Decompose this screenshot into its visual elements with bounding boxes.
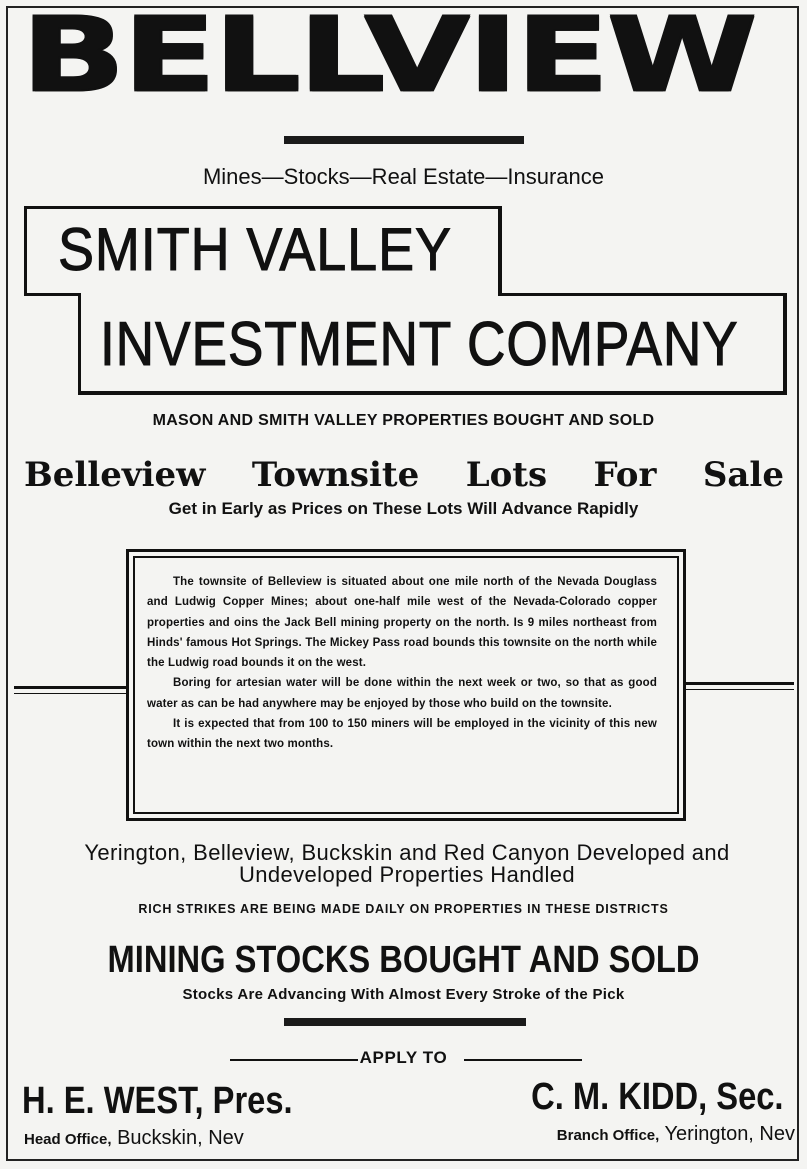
districts-line: Yerington, Belleview, Buckskin and Red Canyon Developed and (84, 840, 730, 865)
contact-name-left: H. E. WEST, Pres. (22, 1080, 293, 1122)
description-box (126, 549, 686, 821)
side-rule-left (14, 686, 128, 689)
description-text (147, 572, 657, 755)
tagline: MASON AND SMITH VALLEY PROPERTIES BOUGHT AND SOLD (152, 412, 655, 429)
firm-name-line2: INVESTMENT COMPANY (100, 310, 739, 379)
office-place: Yerington, Nev (664, 1123, 795, 1145)
firm-name-line1: SMITH VALLEY (58, 216, 452, 283)
side-rule-left-thin (14, 693, 128, 694)
advancing-line: Stocks Are Advancing With Almost Every Stroke of the Pick (182, 986, 625, 1003)
rich-strikes-line: RICH STRIKES ARE BEING MADE DAILY ON PROPERTIES IN THESE DISTRICTS (138, 902, 669, 916)
contact-name-right: C. M. KIDD, Sec. (530, 1076, 783, 1118)
office-place: Buckskin, Nev (117, 1127, 244, 1149)
districts-text (22, 842, 792, 886)
townsite-word: Lots (465, 455, 548, 495)
townsite-word: Townsite (251, 455, 420, 495)
bottom-rule (284, 1018, 526, 1026)
townsite-word: For (593, 455, 657, 495)
top-rule (284, 136, 524, 144)
firm-frame-bottom (78, 391, 787, 395)
townsite-headline (24, 452, 784, 498)
office-label: Head Office, (24, 1131, 112, 1148)
side-rule-right (684, 682, 794, 685)
firm-frame-top-right (499, 293, 786, 296)
office-label: Branch Office, (556, 1127, 660, 1144)
firm-frame-left (78, 293, 81, 394)
description-paragraph: It is expected that from 100 to 150 miners will be employed in the vicinity of this new town within the next two months. (147, 718, 657, 751)
firm-frame-step (24, 293, 81, 296)
office-left (24, 1124, 244, 1154)
description-paragraph: The townsite of Belleview is situated about one mile north of the Nevada Douglass and Ludwig Copper Mines; about one-half mile west of the Nevada-Colorado copper properties and oins the Jack Bell mining property on the north. Is 9 miles northeast from Hinds' famous Hot Springs. The Mickey Pass road bounds this townsite on the north while the Ludwig road bounds it on the west. (147, 576, 657, 670)
office-right (557, 1120, 795, 1150)
firm-frame-right (783, 293, 787, 394)
apply-to-text: APPLY TO (359, 1048, 448, 1067)
districts-line: Undeveloped Properties Handled (238, 862, 576, 887)
townsite-word: Belleview (24, 455, 206, 495)
masthead-title: BELLVIEW (20, 0, 754, 115)
mining-stocks-headline: MINING STOCKS BOUGHT AND SOLD (107, 939, 700, 981)
services-line: Mines—Stocks—Real Estate—Insurance (202, 164, 605, 189)
get-early-line: Get in Early as Prices on These Lots Will Advance Rapidly (168, 499, 639, 518)
side-rule-right-thin (684, 689, 794, 690)
description-paragraph: Boring for artesian water will be done within the next week or two, so that as good water as can be had anywhere may be enjoyed by those who build on the townsite. (147, 677, 657, 710)
townsite-word: Sale (702, 455, 784, 495)
apply-to-label (0, 1048, 807, 1068)
